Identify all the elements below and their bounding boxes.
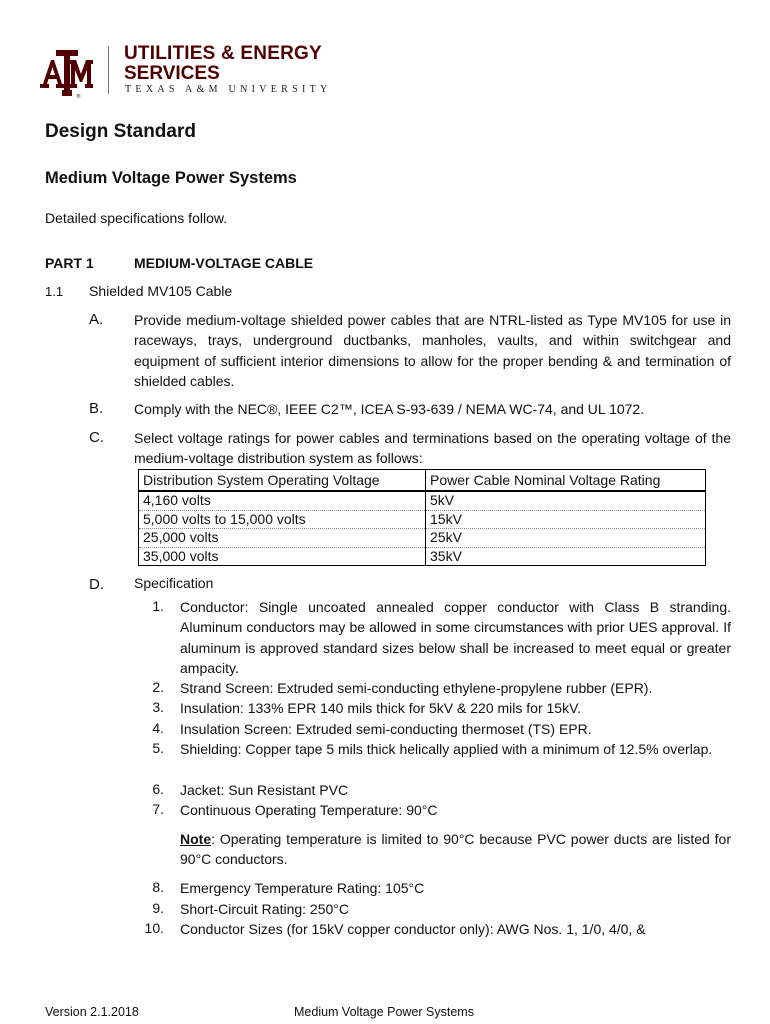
org-name-line2: SERVICES bbox=[124, 63, 220, 84]
section-number: 1.1 bbox=[45, 284, 64, 299]
spec-number: 2. bbox=[152, 679, 164, 695]
voltage-rating-table bbox=[138, 469, 706, 566]
table-row bbox=[139, 529, 706, 548]
footer-version: Version 2.1.2018 bbox=[45, 1005, 139, 1019]
spec-item: Jacket: Sun Resistant PVC bbox=[180, 782, 349, 798]
table-row bbox=[139, 547, 706, 566]
intro-text: Detailed specifications follow. bbox=[45, 210, 228, 226]
org-university: TEXAS A&M UNIVERSITY bbox=[125, 84, 332, 95]
table-header-row bbox=[139, 470, 706, 492]
table-cell: 25kV bbox=[426, 529, 706, 548]
table-cell: 15kV bbox=[426, 510, 706, 529]
spec-number: 3. bbox=[152, 699, 164, 715]
table-row bbox=[139, 510, 706, 529]
table-cell: 35,000 volts bbox=[139, 547, 426, 566]
item-letter-a: A. bbox=[89, 311, 104, 328]
spec-item: Continuous Operating Temperature: 90°C bbox=[180, 802, 438, 818]
note-label: Note bbox=[180, 831, 212, 847]
table-cell: 5,000 volts to 15,000 volts bbox=[139, 510, 426, 529]
spec-number: 9. bbox=[152, 900, 164, 916]
part-title: MEDIUM-VOLTAGE CABLE bbox=[134, 255, 314, 271]
spec-number: 8. bbox=[152, 879, 164, 895]
spec-item: Conductor Sizes (for 15kV copper conductor only): AWG Nos. 1, 1/0, 4/0, & bbox=[180, 921, 646, 937]
spec-number: 5. bbox=[152, 740, 164, 756]
document-title: Design Standard bbox=[45, 121, 196, 142]
spec-item: Conductor: Single uncoated annealed copper conductor with Class B stranding. Aluminum conductors may be allowed in some circumstances with prior UES approval. If aluminum is approved standard sizes below shall be increased to meet equal or greater ampacity. bbox=[180, 599, 731, 677]
spec-number: 4. bbox=[152, 720, 164, 736]
item-letter-b: B. bbox=[89, 400, 104, 417]
table-cell: 4,160 volts bbox=[139, 491, 426, 510]
table-row bbox=[139, 491, 706, 510]
table-cell: 5kV bbox=[426, 491, 706, 510]
footer-doc-title: Medium Voltage Power Systems bbox=[294, 1005, 474, 1019]
spec-number: 10. bbox=[144, 920, 164, 936]
item-letter-c: C. bbox=[89, 429, 104, 446]
spec-item: Insulation: 133% EPR 140 mils thick for 5kV & 220 mils for 15kV. bbox=[180, 700, 582, 716]
svg-text:®: ® bbox=[76, 94, 81, 98]
table-cell: 25,000 volts bbox=[139, 529, 426, 548]
item-text-a: Provide medium-voltage shielded power cables that are NTRL-listed as Type MV105 for use in raceways, trays, underground ductbanks, manholes, vaults, and within switchgear and equipment of sufficient interior dimensions to allow for the proper bending & and termination of shielded cables. bbox=[134, 312, 731, 390]
spec-item: Shielding: Copper tape 5 mils thick helically applied with a minimum of 12.5% overlap. bbox=[180, 741, 713, 757]
spec-number: 6. bbox=[152, 781, 164, 797]
tamu-logo bbox=[40, 46, 94, 98]
org-name-line1: UTILITIES & ENERGY bbox=[124, 43, 322, 64]
table-header-cell: Power Cable Nominal Voltage Rating bbox=[426, 470, 706, 492]
item-letter-d: D. bbox=[89, 576, 104, 593]
item-text-c: Select voltage ratings for power cables and terminations based on the operating voltage of the medium-voltage distribution system as follows: bbox=[134, 430, 731, 467]
spec-number: 7. bbox=[152, 801, 164, 817]
item-text-b: Comply with the NEC®, IEEE C2™, ICEA S-93-639 / NEMA WC-74, and UL 1072. bbox=[134, 401, 645, 417]
spec-number: 1. bbox=[152, 598, 164, 614]
table-header-cell: Distribution System Operating Voltage bbox=[139, 470, 426, 492]
spec-item: Short-Circuit Rating: 250°C bbox=[180, 901, 349, 917]
document-subtitle: Medium Voltage Power Systems bbox=[45, 169, 297, 187]
logo-divider bbox=[108, 46, 109, 94]
note-text: : Operating temperature is limited to 90°C because PVC power ducts are listed for 90°C conductors. bbox=[180, 831, 731, 868]
spec-item: Insulation Screen: Extruded semi-conducting thermoset (TS) EPR. bbox=[180, 721, 592, 737]
item-text-d: Specification bbox=[134, 575, 214, 591]
section-title: Shielded MV105 Cable bbox=[89, 283, 233, 299]
table-cell: 35kV bbox=[426, 547, 706, 566]
spec-item: Strand Screen: Extruded semi-conducting ethylene-propylene rubber (EPR). bbox=[180, 680, 653, 696]
spec-item: Emergency Temperature Rating: 105°C bbox=[180, 880, 425, 896]
note-paragraph bbox=[180, 829, 731, 870]
part-number: PART 1 bbox=[45, 255, 94, 271]
